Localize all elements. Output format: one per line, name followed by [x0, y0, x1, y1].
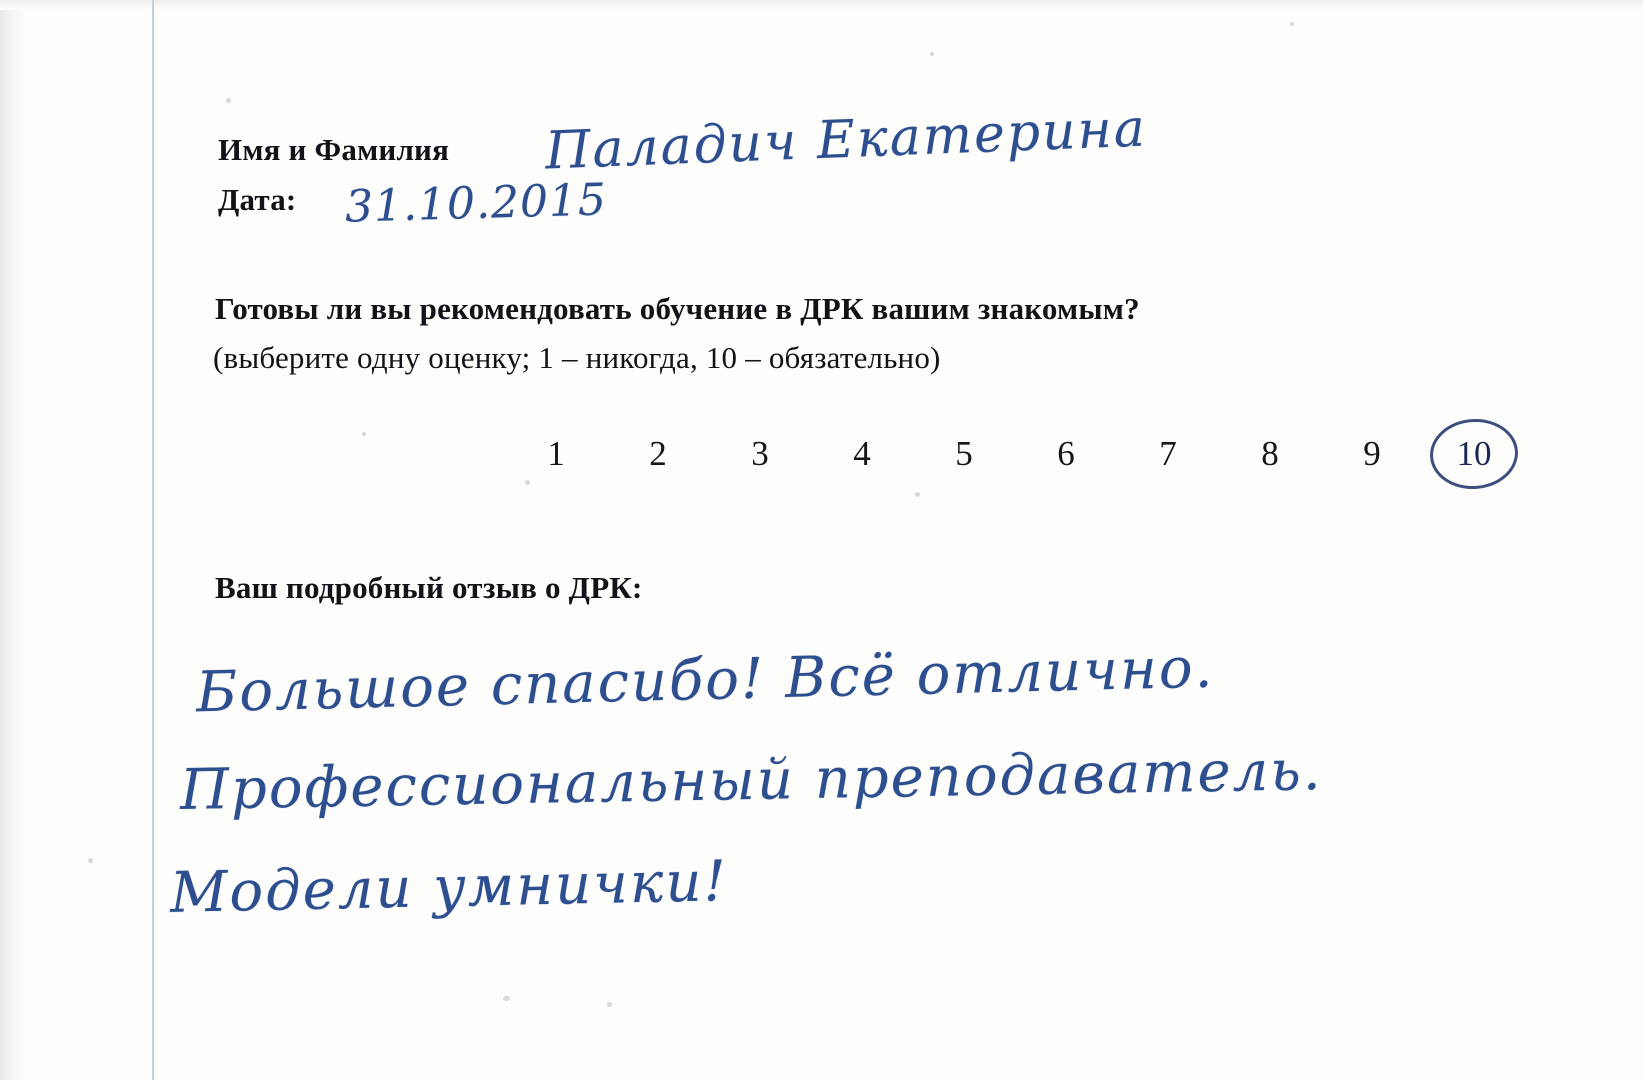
rating-option-10-selected[interactable]: 10	[1438, 424, 1510, 484]
review-handwritten-line-2: Профессиональный преподаватель.	[179, 738, 1324, 823]
name-label: Имя и Фамилия	[218, 132, 450, 167]
recommendation-question-hint: (выберите одну оценку; 1 – никогда, 10 – обязательно)	[213, 340, 941, 375]
review-handwritten-line-3: Модели умнички!	[169, 849, 729, 926]
scan-speck	[930, 52, 934, 56]
rating-option-2[interactable]: 2	[649, 434, 667, 473]
scan-speck	[226, 98, 231, 103]
rating-option-7[interactable]: 7	[1159, 434, 1177, 473]
scan-speck	[1290, 22, 1294, 26]
review-handwritten-line-1: Большое спасибо! Всё отлично.	[195, 635, 1216, 726]
rating-option-8[interactable]: 8	[1261, 434, 1279, 473]
scan-speck	[362, 432, 366, 436]
date-handwritten-value: 31.10.2015	[344, 174, 608, 233]
date-label: Дата:	[218, 182, 297, 217]
rating-option-5[interactable]: 5	[955, 434, 973, 473]
review-label: Ваш подробный отзыв о ДРК:	[215, 570, 643, 605]
rating-option-9[interactable]: 9	[1363, 434, 1381, 473]
scan-speck	[503, 996, 510, 1001]
paper-margin-rule	[152, 0, 154, 1080]
recommendation-question: Готовы ли вы рекомендовать обучение в ДРК вашим знакомым?	[215, 291, 1140, 326]
scan-speck	[607, 1002, 612, 1007]
rating-option-1[interactable]: 1	[547, 434, 565, 473]
rating-scale[interactable]	[520, 424, 1510, 484]
scan-edge-shadow-left	[0, 0, 26, 1080]
rating-option-3[interactable]: 3	[751, 434, 769, 473]
name-handwritten-value: Паладич Екатерина	[544, 98, 1148, 182]
rating-option-4[interactable]: 4	[853, 434, 871, 473]
scan-speck	[915, 492, 920, 497]
scan-speck	[88, 858, 93, 863]
scan-edge-shadow-top	[0, 0, 1643, 10]
rating-option-6[interactable]: 6	[1057, 434, 1075, 473]
